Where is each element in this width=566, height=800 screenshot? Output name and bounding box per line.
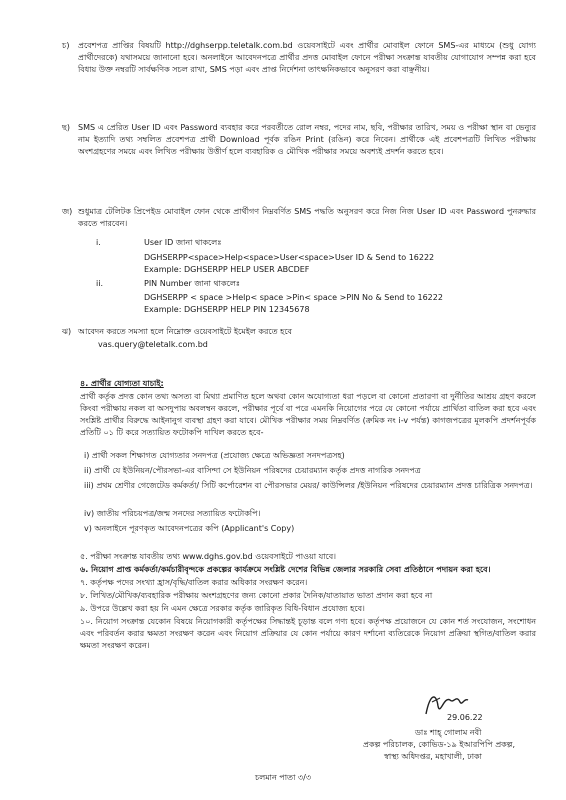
item-ch xyxy=(62,40,536,76)
doc-list-item: iv) জাতীয় পরিচয়পত্র/জন্ম সনদের সত্যায়িত ফটোকপি। xyxy=(84,509,261,518)
doc-list-item: ii) প্রার্থী যে ইউনিয়ন/পৌরসভা-এর বাসিন্দা সে ইউনিয়ন পরিষদের চেয়ারম্যান কর্তৃক প্রদত্ত নাগরিক সনদপত্র xyxy=(84,466,421,475)
sms-heading: User ID জানা থাকলেঃ xyxy=(144,238,222,247)
item-label: চ) xyxy=(62,41,70,50)
section-intro: প্রার্থী কর্তৃক প্রদত্ত কোন তথ্য অসত্য বা মিথ্যা প্রমাণিত হলে অথবা কোন অযোগ্যতা ধরা পড়লে বা কোনো প্রতারণা বা দুর্নীতির আশ্রয় গ্রহণ করলে কিংবা পরীক্ষায় নকল বা অসদুপায় অবলম্বন করলে, পরীক্ষার পূর্বে বা পরে এমনকি নিয়োগের পরে যে কোনো পর্যায়ে প্রার্থিতা বাতিল করা হবে এবং সংশ্লিষ্ট প্রার্থীর বিরুদ্ধে আইনানুগ ব্যবস্থা গ্রহণ করা যাবে। মৌখিক পরীক্ষার সময় নিম্নবর্ণিত (ক্রমিক নং i-v পর্যন্ত) কাগজপত্রের মূলকপি প্রদর্শনপূর্বক প্রতিটি ০১ টি করে সত্যায়িত ফটোকপি দাখিল করতে হবে- xyxy=(80,392,536,437)
sms-format: DGHSERPP<space>Help<space>User<space>User ID & Send to 16222 xyxy=(144,253,435,262)
item-text: প্রবেশপত্র প্রাপ্তির বিষয়টি http://dghserpp.teletalk.com.bd ওয়েবসাইটে এবং প্রার্থীর মোবাইল ফোনে SMS-এর মাধ্যমে (শুধু যোগ্য প্রার্থীদেরকে) যথাসময়ে জানানো হবে। অনলাইনে আবেদনপত্রে প্রার্থীর প্রদত্ত মোবাইল ফোনে পরীক্ষা সংক্রান্ত যাবতীয় যোগাযোগ সম্পন্ন করা হবে বিধায় উক্ত নম্বরটি সার্বক্ষণিক সচল রাখা, SMS পড়া এবং প্রাপ্ত নির্দেশনা তাৎক্ষনিকভাবে অনুসরণ করা বাঞ্ছনীয়। xyxy=(78,41,536,74)
support-email-link[interactable]: vas.query@teletalk.com.bd xyxy=(98,340,208,349)
item-text: আবেদন করতে সমস্যা হলে নিম্নোক্ত ওয়েবসাইটে ইমেইল করতে হবে xyxy=(78,327,292,336)
sms-num: ii. xyxy=(96,279,103,288)
section-heading: ৪. প্রার্থীর যোগ্যতা যাচাই: xyxy=(80,379,164,388)
sms-num: i. xyxy=(96,238,101,247)
item-label: জ) xyxy=(62,207,73,216)
clause-item: ৬. নিয়োগ প্রাপ্ত কর্মকর্তা/কর্মচারীবৃন্দকে প্রকল্পের কার্যক্রমে সংশ্লিষ্ট দেশের বিভিন্ন জেলার সরকারি সেবা প্রতিষ্ঠানে পদায়ন করা হবে। xyxy=(80,565,491,574)
sms-example: Example: DGHSERPP HELP USER ABCDEF xyxy=(144,265,310,274)
doc-list-item: v) অনলাইনে পূরণকৃত আবেদনপত্রের কপি (Applicant's Copy) xyxy=(84,524,295,533)
clause-item: ৮. লিখিত/মৌখিক/ব্যবহারিক পরীক্ষায় অংশগ্রহণের জন্য কোনো প্রকার দৈনিক/যাতায়াত ভাতা প্রদান করা হবে না xyxy=(80,591,433,600)
clause-item: ৭. কর্তৃপক্ষ পদের সংখ্যা হ্রাস/বৃদ্ধি/বাতিল করার অধিকার সংরক্ষণ করেন। xyxy=(80,578,308,587)
sms-heading: PIN Number জানা থাকলেঃ xyxy=(144,279,241,288)
clause-item: ৫. পরীক্ষা সংক্রান্ত যাবতীয় তথ্য www.dghs.gov.bd ওয়েবসাইটে পাওয়া যাবে। xyxy=(80,552,337,561)
doc-list-item: iii) প্রথম শ্রেণীর গেজেটেড কর্মকর্তা/ সিটি কর্পোরেশন বা পৌরসভার মেয়র/ কাউন্সিলর /ইউনিয়ন পরিষদের চেয়ারম্যান প্রদত্ত চারিত্রিক সনদপত্র। xyxy=(84,481,533,490)
item-label: ছ) xyxy=(62,123,70,132)
sms-format: DGHSERPP < space >Help< space >Pin< space >PIN No & Send to 16222 xyxy=(144,293,443,302)
item-jh xyxy=(62,326,536,338)
item-chh xyxy=(62,122,536,158)
item-label: ঝ) xyxy=(62,327,72,336)
item-text: শুধুমাত্র টেলিটক প্রিপেইড মোবাইল ফোন থেকে প্রার্থীগণ নিম্নবর্ণিত SMS পদ্ধতি অনুসরণ করে নিজ নিজ User ID এবং Password পুনরুদ্ধার করতে পারবেন। xyxy=(78,207,536,228)
signatory-title: প্রকল্প পরিচালক, কোভিড-১৯ ইআরপিপি প্রকল্প, xyxy=(363,740,516,749)
item-j xyxy=(62,206,536,230)
sms-example: Example: DGHSERPP HELP PIN 12345678 xyxy=(144,305,310,314)
item-text: SMS এ প্রেরিত User ID এবং Password ব্যবহার করে পরবর্তীতে রোল নম্বর, পদের নাম, ছবি, পরীক্ষার তারিখ, সময় ও পরীক্ষা স্থান বা ভেন্যুর নাম ইত্যাদি তথ্য সম্বলিত প্রবেশপত্র প্রার্থী Download পূর্বক রঙিন Print (রঙিন) করে নিবেন। প্রার্থীকে এই প্রবেশপত্রটি লিখিত পরীক্ষায় অংশগ্রহণের সময়ে এবং লিখিত পরীক্ষায় উত্তীর্ণ হলে ব্যবহারিক ও মৌখিক পরীক্ষার সময়ে অবশ্যই প্রদর্শন করতে হবে। xyxy=(78,123,536,156)
page-footer: চলমান পাতা ৩/৩ xyxy=(254,773,312,782)
signature-date: 29.06.22 xyxy=(447,713,483,722)
clause-item: ৯. উপরে উল্লেখ করা হয় নি এমন ক্ষেত্রে সরকার কর্তৃক জারিকৃত বিধি-বিধান প্রযোজ্য হবে। xyxy=(80,604,365,613)
doc-list-item: i) প্রার্থী সকল শিক্ষাগত যোগ্যতার সনদপত্র (প্রযোজ্য ক্ষেত্রে অভিজ্ঞতা সনদপত্রসহ) xyxy=(84,451,345,460)
clause-item: ১০. নিয়োগ সংক্রান্ত যেকোন বিষয়ে নিয়োগকারী কর্তৃপক্ষের সিদ্ধান্তই চূড়ান্ত বলে গণ্য হবে। কর্তৃপক্ষ প্রয়োজনে যে কোন শর্ত সংযোজন, সংশোধন এবং পরিবর্তন করার ক্ষমতা সংরক্ষণ করেন এবং নিয়োগ প্রক্রিয়ার যে কোন পর্যায়ে কারণ দর্শানো ব্যতিরেকে নিয়োগ প্রক্রিয়া স্থগিত/বাতিল করার ক্ষমতা সংরক্ষণ করেন। xyxy=(80,617,536,650)
signatory-name: ডাঃ শাহ্ গোলাম নবী xyxy=(415,728,482,737)
signatory-office: স্বাস্থ্য অধিদপ্তর, মহাখালী, ঢাকা xyxy=(384,752,482,761)
